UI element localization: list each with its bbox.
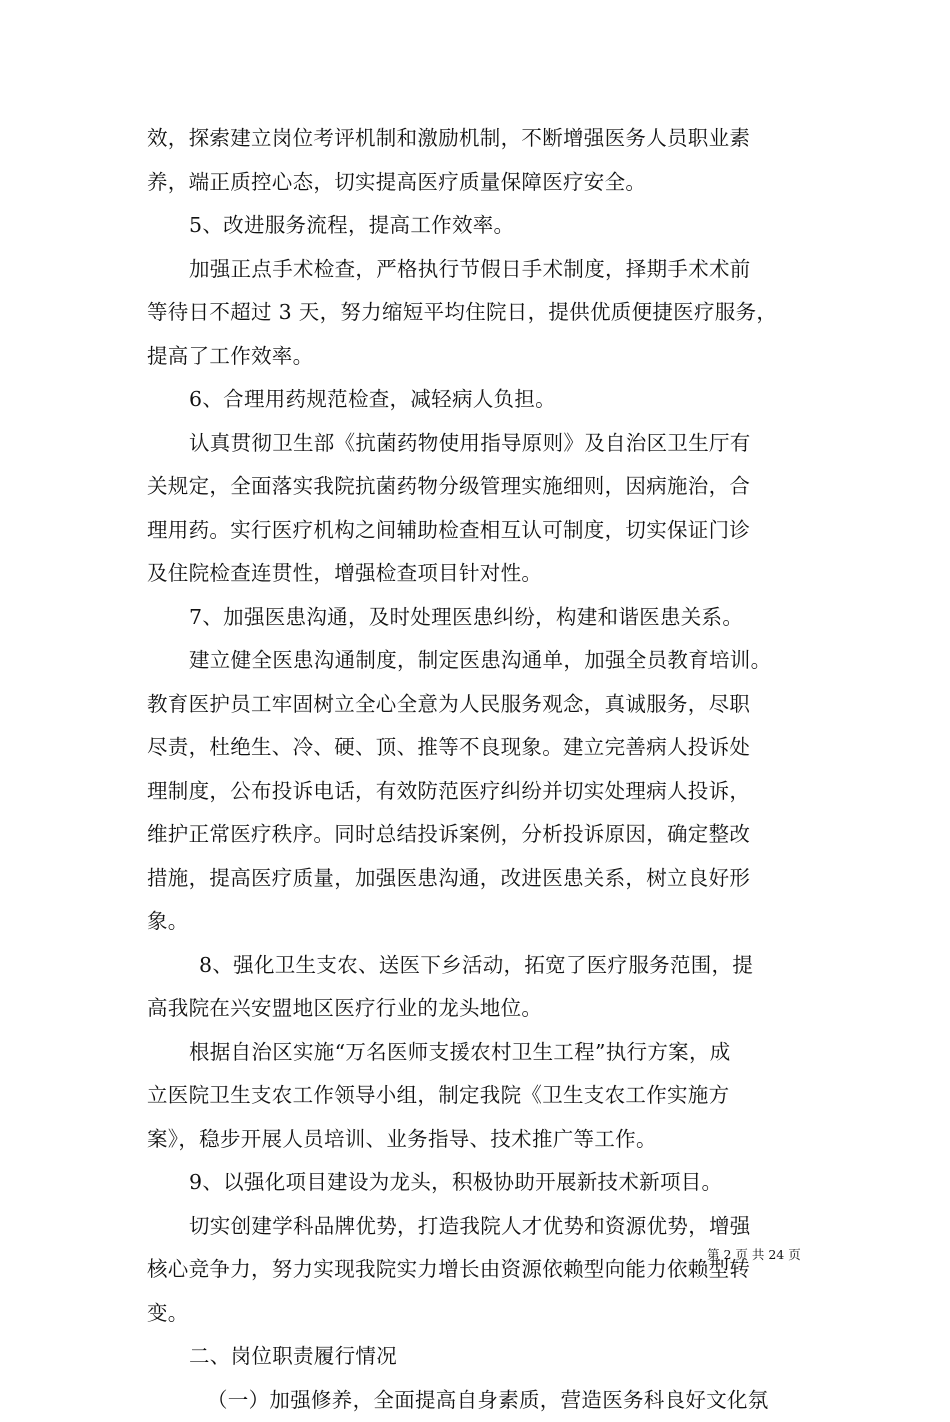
section-heading: 二、岗位职责履行情况 [147,1335,807,1379]
text-line: 理制度，公布投诉电话，有效防范医疗纠纷并切实处理病人投诉， [147,770,807,814]
subsection-heading: （一）加强修养，全面提高自身素质，营造医务科良好文化氛 [147,1379,807,1422]
text-line: 高我院在兴安盟地区医疗行业的龙头地位。 [147,987,807,1031]
section-heading: 5、改进服务流程，提高工作效率。 [147,204,807,248]
page-number-footer: 第 2 页 共 24 页 [707,1246,801,1264]
section-heading: 9、以强化项目建设为龙头，积极协助开展新技术新项目。 [147,1161,807,1205]
section-heading: 8、强化卫生支农、送医下乡活动，拓宽了医疗服务范围，提 [147,944,807,988]
text-line: 认真贯彻卫生部《抗菌药物使用指导原则》及自治区卫生厅有 [147,422,807,466]
text-line: 关规定，全面落实我院抗菌药物分级管理实施细则，因病施治，合 [147,465,807,509]
text-line: 象。 [147,900,807,944]
text-line: 养，端正质控心态，切实提高医疗质量保障医疗安全。 [147,161,807,205]
text-line: 切实创建学科品牌优势，打造我院人才优势和资源优势，增强 [147,1205,807,1249]
text-line: 加强正点手术检查，严格执行节假日手术制度，择期手术术前 [147,248,807,292]
document-body [147,117,807,1422]
text-line: 效，探索建立岗位考评机制和激励机制，不断增强医务人员职业素 [147,117,807,161]
text-line: 立医院卫生支农工作领导小组，制定我院《卫生支农工作实施方 [147,1074,807,1118]
text-line: 尽责，杜绝生、冷、硬、顶、推等不良现象。建立完善病人投诉处 [147,726,807,770]
text-line: 建立健全医患沟通制度，制定医患沟通单，加强全员教育培训。 [147,639,807,683]
text-line: 提高了工作效率。 [147,335,807,379]
text-line: 案》，稳步开展人员培训、业务指导、技术推广等工作。 [147,1118,807,1162]
text-line: 措施，提高医疗质量，加强医患沟通，改进医患关系，树立良好形 [147,857,807,901]
text-line: 变。 [147,1292,807,1336]
text-line: 理用药。实行医疗机构之间辅助检查相互认可制度，切实保证门诊 [147,509,807,553]
text-line: 根据自治区实施“万名医师支援农村卫生工程”执行方案，成 [147,1031,807,1075]
section-heading: 6、合理用药规范检查，减轻病人负担。 [147,378,807,422]
text-line: 及住院检查连贯性，增强检查项目针对性。 [147,552,807,596]
text-line: 维护正常医疗秩序。同时总结投诉案例，分析投诉原因，确定整改 [147,813,807,857]
section-heading: 7、加强医患沟通，及时处理医患纠纷，构建和谐医患关系。 [147,596,807,640]
text-line: 教育医护员工牢固树立全心全意为人民服务观念，真诚服务，尽职 [147,683,807,727]
text-line: 等待日不超过 3 天，努力缩短平均住院日，提供优质便捷医疗服务， [147,291,807,335]
text-line: 核心竞争力，努力实现我院实力增长由资源依赖型向能力依赖型转 [147,1248,807,1292]
